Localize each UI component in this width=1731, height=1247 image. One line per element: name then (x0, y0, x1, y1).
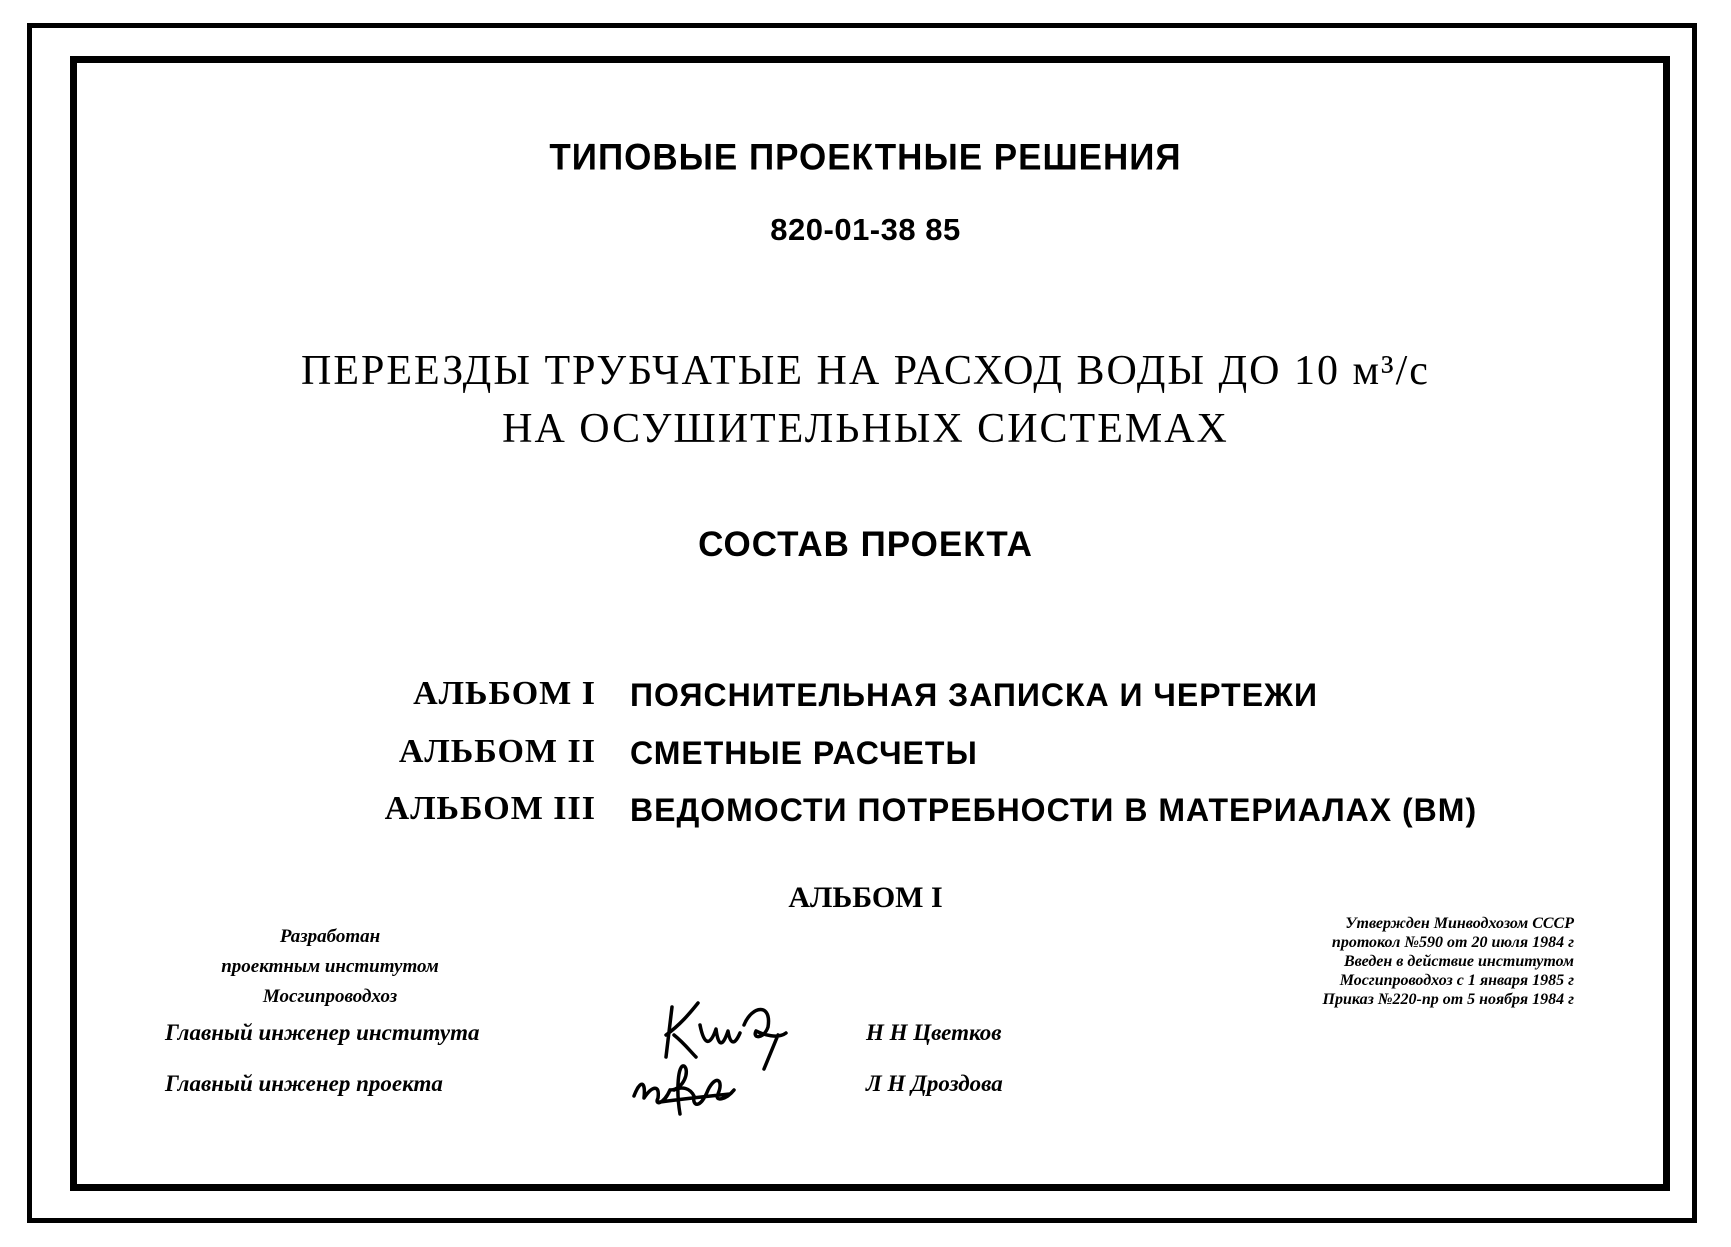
album-row-1 (0, 675, 1731, 725)
album-description: ПОЯСНИТЕЛЬНАЯ ЗАПИСКА И ЧЕРТЕЖИ (630, 677, 1318, 713)
approval-line-1: Утвержден Минводхозом СССР (1345, 915, 1574, 932)
album-description: СМЕТНЫЕ РАСЧЕТЫ (630, 735, 978, 771)
series-code: 820-01-38 85 (770, 212, 961, 247)
signature-project-icon (630, 1060, 740, 1120)
approval-line-2: протокол №590 от 20 июля 1984 г (1331, 934, 1574, 951)
developer-line-1: Разработан (279, 926, 381, 947)
developer-line-3: Мосгипроводхоз (262, 986, 398, 1007)
project-title-line-2: НА ОСУШИТЕЛЬНЫХ СИСТЕМАХ (502, 406, 1229, 452)
developer-block (200, 922, 460, 1012)
signature-name: Н Н Цветков (866, 1020, 1002, 1045)
current-album: АЛЬБОМ I (788, 881, 943, 914)
approval-block (1323, 914, 1574, 1009)
approval-line-3: Введен в действие институтом (1344, 953, 1574, 970)
signature-row-project (0, 1071, 1731, 1105)
approval-line-4: Мосгипроводхоз с 1 января 1985 г (1339, 972, 1574, 989)
album-description: ВЕДОМОСТИ ПОТРЕБНОСТИ В МАТЕРИАЛАХ (ВМ) (630, 792, 1478, 828)
project-title-line-1: ПЕРЕЕЗДЫ ТРУБЧАТЫЕ НА РАСХОД ВОДЫ ДО 10 м³/с (301, 348, 1430, 394)
album-name: АЛЬБОМ III (384, 790, 596, 827)
approval-line-5: Приказ №220-пр от 5 ноября 1984 г (1322, 991, 1574, 1008)
album-name: АЛЬБОМ II (398, 733, 596, 770)
signature-row-institute (0, 1020, 1731, 1054)
developer-line-2: проектным институтом (221, 956, 439, 977)
composition-heading: СОСТАВ ПРОЕКТА (698, 525, 1033, 564)
signature-role: Главный инженер проекта (165, 1071, 443, 1096)
album-name: АЛЬБОМ I (413, 675, 596, 712)
series-name: ТИПОВЫЕ ПРОЕКТНЫЕ РЕШЕНИЯ (549, 137, 1182, 178)
album-row-3 (0, 790, 1731, 840)
album-row-2 (0, 733, 1731, 783)
signature-role: Главный инженер института (165, 1020, 480, 1045)
signature-name: Л Н Дроздова (866, 1071, 1003, 1096)
